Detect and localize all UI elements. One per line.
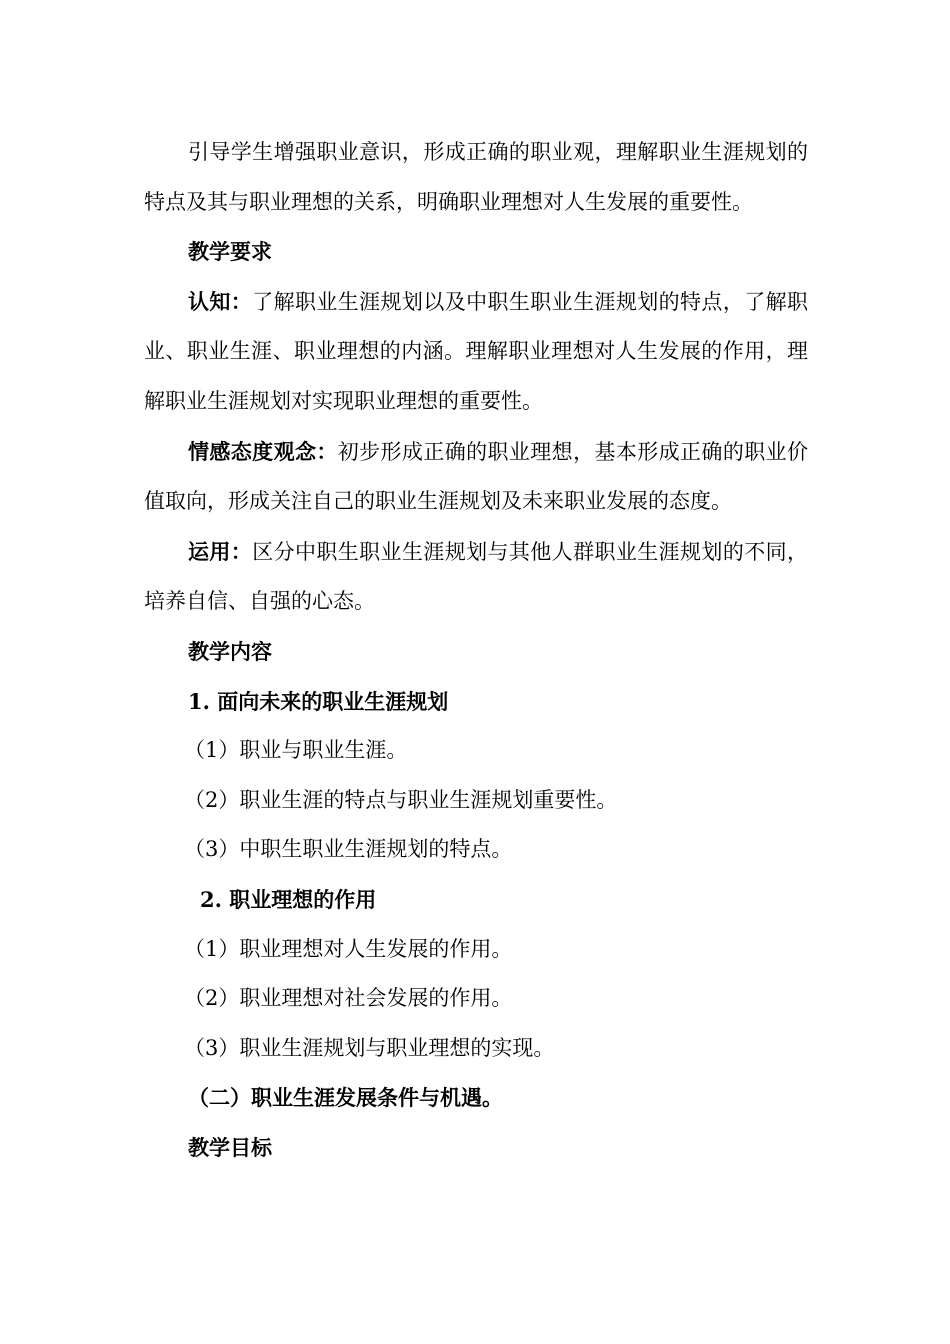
cognition-paragraph [144, 277, 808, 427]
section-2-title: 2. 职业理想的作用 [200, 886, 377, 912]
application-paragraph [144, 527, 808, 627]
requirements-heading: 教学要求 [188, 239, 272, 265]
section-1-item-3: （3）中职生职业生涯规划的特点。 [184, 837, 513, 862]
part-2-heading: （二）职业生涯发展条件与机遇。 [188, 1085, 503, 1111]
emotion-label: 情感态度观念： [188, 438, 338, 464]
application-label: 运用： [188, 538, 253, 564]
emotion-text: 初步形成正确的职业理想，基本形成正确的职业价值取向，形成关注自己的职业生涯规划及未来职业发展的态度。 [144, 439, 808, 514]
section-1-item-2: （2）职业生涯的特点与职业生涯规划重要性。 [184, 787, 618, 812]
cognition-label: 认知： [188, 288, 253, 314]
section-2-item-1: （1）职业理想对人生发展的作用。 [184, 936, 513, 961]
section-1-title: 1. 面向未来的职业生涯规划 [188, 688, 449, 714]
section-1-item-1: （1）职业与职业生涯。 [184, 738, 408, 763]
section-2-item-3: （3）职业生涯规划与职业理想的实现。 [184, 1035, 555, 1060]
cognition-text: 了解职业生涯规划以及中职生职业生涯规划的特点，了解职业、职业生涯、职业理想的内涵。理解职业理想对人生发展的作用，理解职业生涯规划对实现职业理想的重要性。 [144, 289, 809, 413]
intro-paragraph: 引导学生增强职业意识，形成正确的职业观，理解职业生涯规划的特点及其与职业理想的关系，明确职业理想对人生发展的重要性。 [144, 140, 808, 214]
goals-heading: 教学目标 [188, 1134, 272, 1160]
content-heading: 教学内容 [188, 638, 272, 664]
document-body [144, 128, 808, 1172]
emotion-paragraph [144, 427, 808, 527]
application-text: 区分中职生职业生涯规划与其他人群职业生涯规划的不同，培养自信、自强的心态。 [144, 539, 809, 614]
section-2-item-2: （2）职业理想对社会发展的作用。 [184, 986, 513, 1011]
